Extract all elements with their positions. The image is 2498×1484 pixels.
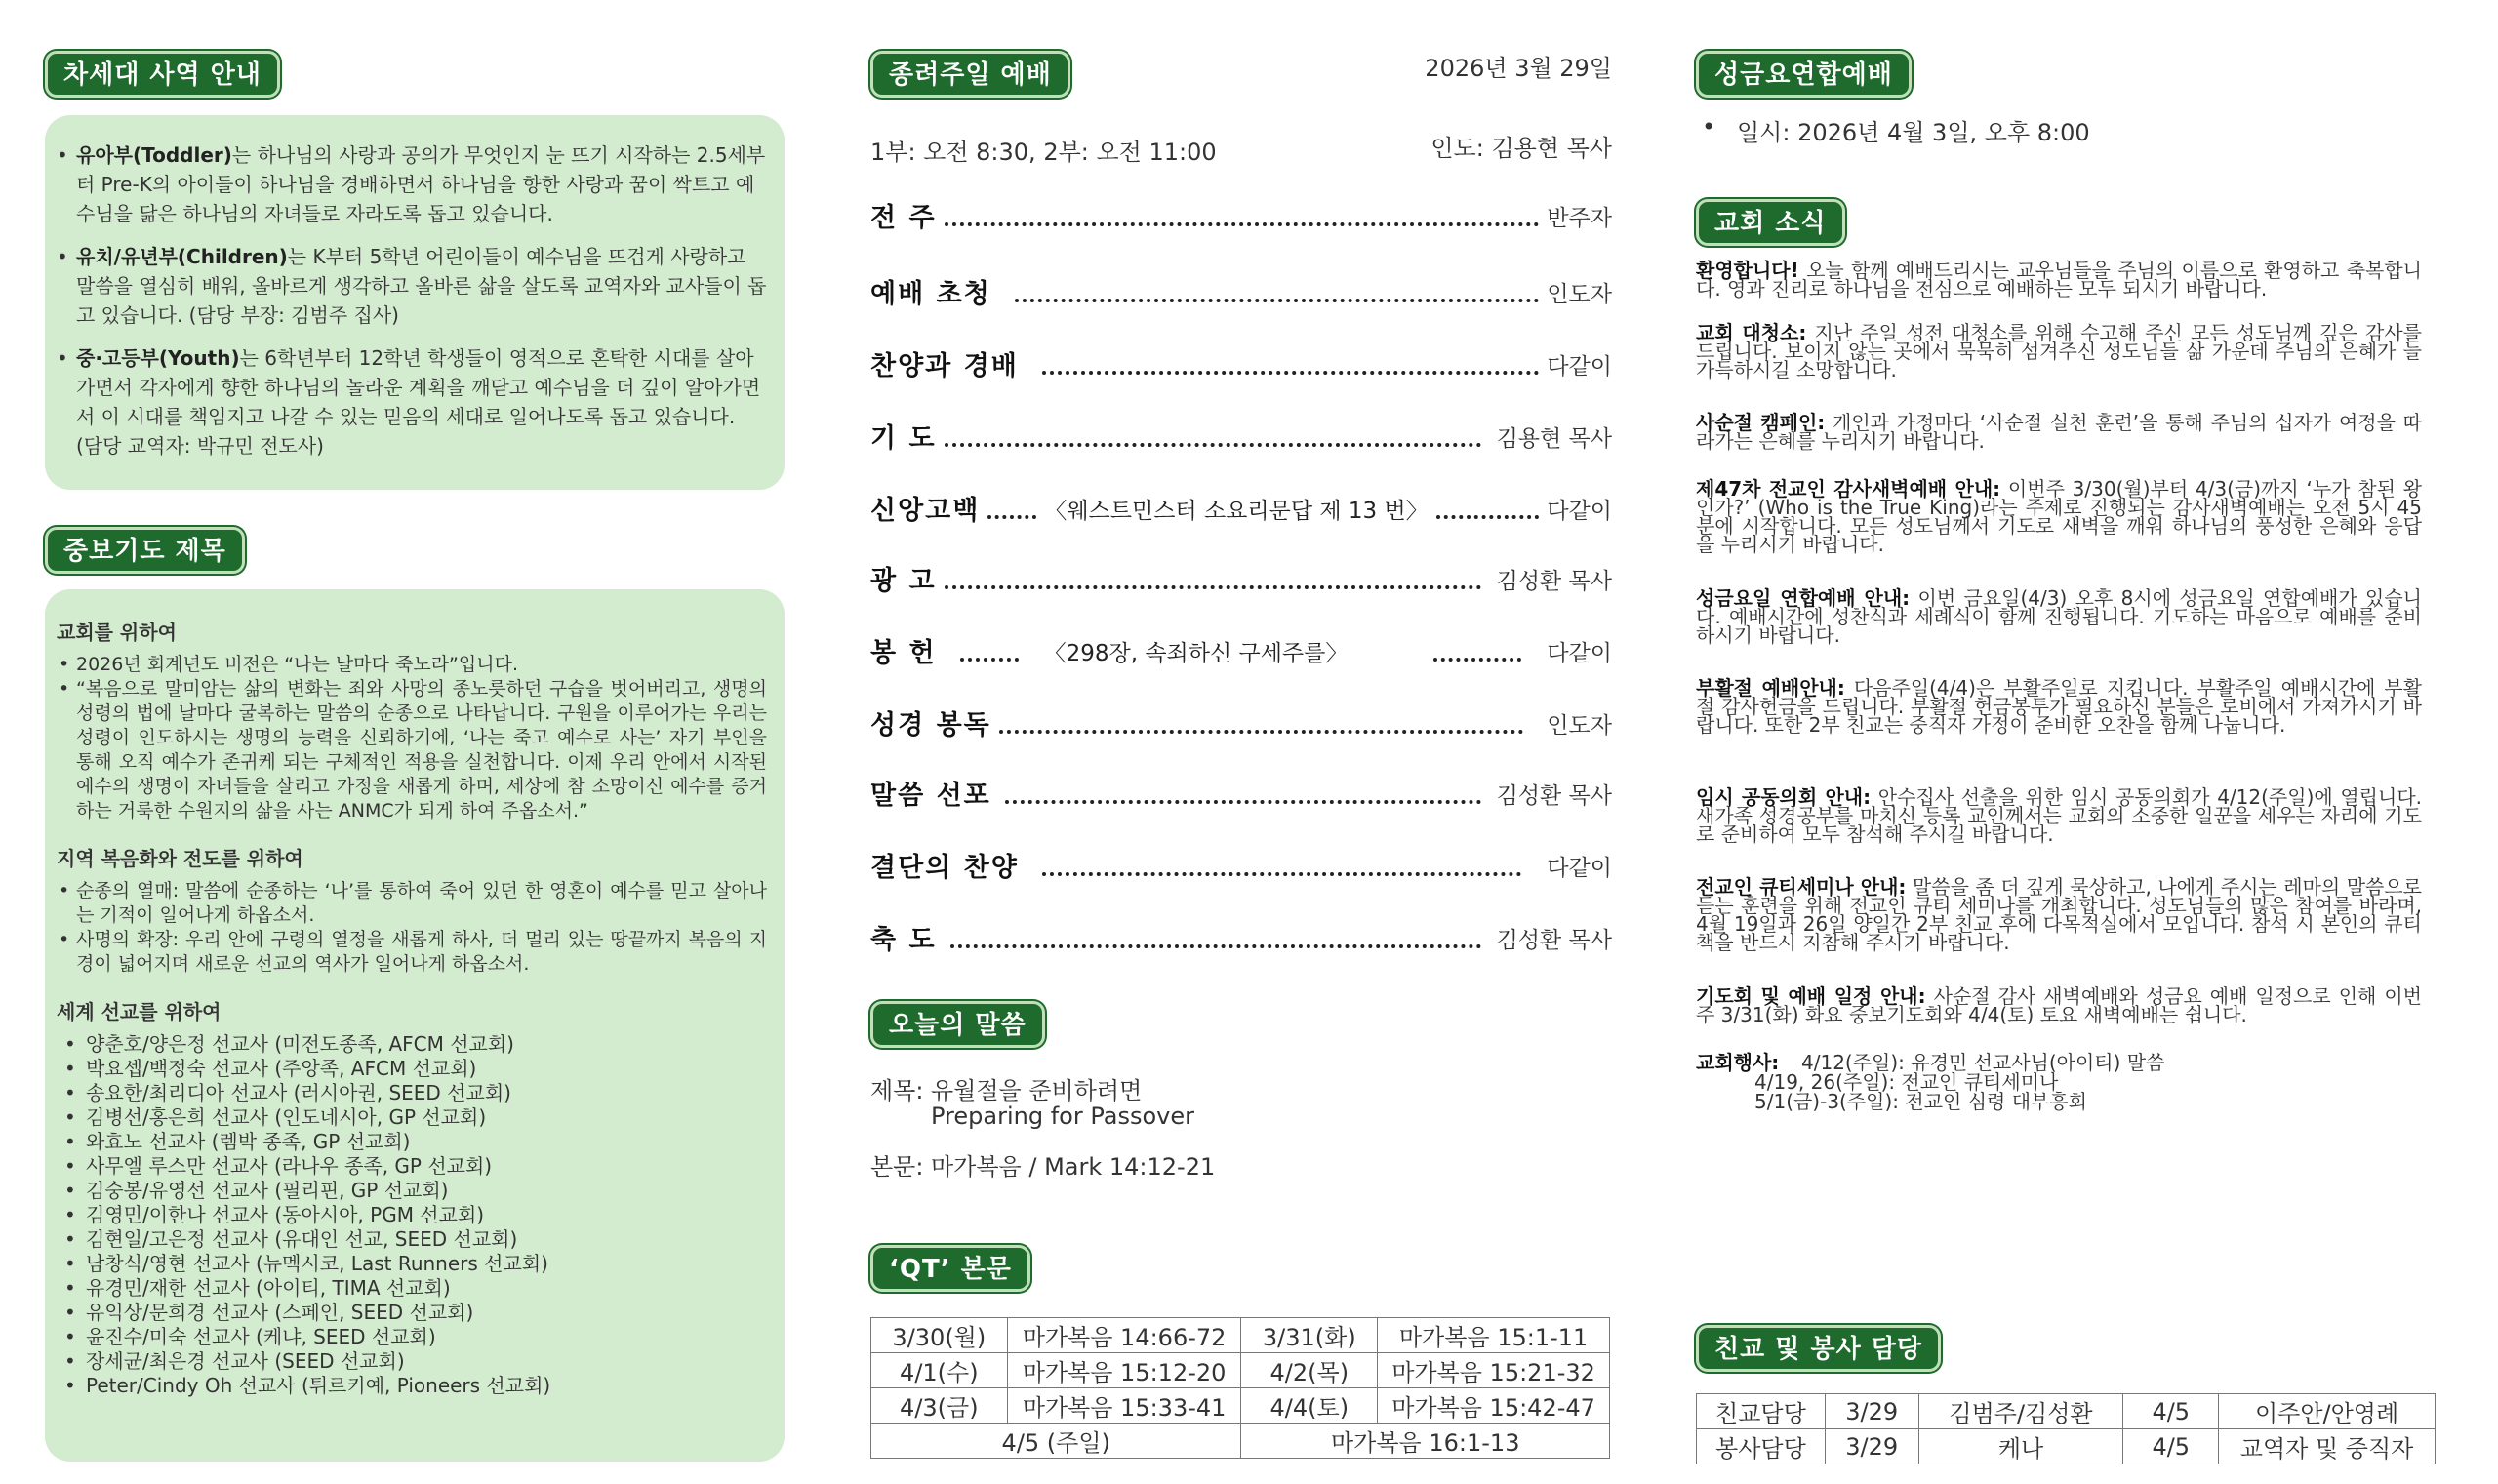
table-row: 4/1(수) 마가복음 15:12-20 4/2(목) 마가복음 15:21-32 (871, 1353, 1610, 1388)
prayer-box (45, 589, 785, 1462)
order-row (870, 702, 1612, 742)
order-dots (960, 658, 1019, 662)
joint-service-bullet: • (1702, 113, 1716, 140)
worship-header: 종려주일 예배 (870, 51, 1070, 98)
order-name: 결단의 찬양 (870, 853, 1019, 883)
order-name: 광 고 (870, 566, 937, 596)
order-dots (945, 443, 1481, 447)
order-name: 말씀 선포 (870, 781, 991, 811)
worship-times: 1부: 오전 8:30, 2부: 오전 11:00 (870, 139, 1217, 166)
news-item: 제47차 전교인 감사새벽예배 안내: 이번주 3/30(월)부터 4/3(금)까지 ‘누가 참된 왕인가?’ (Who is the True King)라는 주제로 진행되는 감사새벽예배는 오전 5시 45분에 시작합니다. 모든 성도님께서 기도로 새벽을 깨워 하나님의 풍성한 은혜와 응답을 누리시기 바랍니다. (1696, 477, 2422, 556)
order-dots (1042, 371, 1540, 375)
ministry-item: • 유치/유년부(Children)는 K부터 5학년 어린이들이 예수님을 뜨겁게 사랑하고 말씀을 열심히 배워, 올바르게 생각하고 올바른 삶을 살도록 교역자와 교사들이 돕고 있습니다. (담당 부장: 김범주 집사) (57, 242, 767, 330)
joint-service-header: 성금요연합예배 (1696, 51, 1912, 98)
order-who: 다같이 (1547, 641, 1612, 666)
missionary-item: • 김현일/고은정 선교사 (유대인 선교, SEED 선교회) (57, 1227, 767, 1252)
missionary-list (57, 1032, 767, 1398)
order-row (870, 343, 1612, 382)
missionary-item: • 박요셉/백정숙 선교사 (주앙족, AFCM 선교회) (57, 1057, 767, 1081)
ministry-list (57, 140, 767, 461)
order-detail: 〈298장, 속죄하신 구세주를〉 (1043, 641, 1349, 666)
missionary-item: • 유익상/문희경 선교사 (스페인, SEED 선교회) (57, 1301, 767, 1325)
sermon-title-en: Preparing for Passover (931, 1103, 1194, 1130)
table-row: 친교담당 3/29 김범주/김성환 4/5 이주안/안영례 (1697, 1394, 2436, 1429)
order-name: 찬양과 경배 (870, 351, 1019, 381)
missionary-item: • 유경민/재한 선교사 (아이티, TIMA 선교회) (57, 1276, 767, 1301)
duty-header: 친교 및 봉사 담당 (1696, 1325, 1941, 1372)
news-item: 환영합니다! 오늘 함께 예배드리시는 교우님들을 주님의 이름으로 환영하고 축복합니다. 영과 진리로 하나님을 전심으로 예배하는 모두 되시기 바랍니다. (1696, 259, 2422, 301)
ministry-header: 차세대 사역 안내 (45, 51, 280, 98)
order-dots (987, 515, 1036, 519)
missionary-item: • 송요한/최리디아 선교사 (러시아권, SEED 선교회) (57, 1081, 767, 1105)
missionary-item: • 김영민/이한나 선교사 (동아시아, PGM 선교회) (57, 1203, 767, 1227)
order-name: 성경 봉독 (870, 710, 991, 741)
order-row (870, 845, 1612, 884)
order-name: 기 도 (870, 423, 937, 454)
order-dots (945, 585, 1481, 589)
order-who: 김성환 목사 (1496, 783, 1612, 809)
order-who: 다같이 (1547, 354, 1612, 380)
order-name: 신앙고백 (870, 496, 981, 526)
missionary-item: • 장세균/최은경 선교사 (SEED 선교회) (57, 1349, 767, 1374)
order-who: 인도자 (1547, 713, 1612, 739)
table-row: 4/5 (주일) 마가복음 16:1-13 (871, 1424, 1610, 1459)
missionary-item: • 와효노 선교사 (렘박 종족, GP 선교회) (57, 1130, 767, 1154)
order-name: 전 주 (870, 203, 937, 233)
order-row (870, 630, 1612, 669)
news-header: 교회 소식 (1696, 199, 1845, 246)
order-row (870, 773, 1612, 812)
sermon-text-label: 본문: (870, 1153, 924, 1181)
order-row (870, 558, 1612, 597)
prayer-item: • 2026년 회계년도 비전은 “나는 날마다 죽노라”입니다. (57, 653, 767, 677)
ministry-item: • 중·고등부(Youth)는 6학년부터 12학년 학생들이 영적으로 혼탁한 시대를 살아가면서 각자에게 향한 하나님의 놀라운 계획을 깨닫고 예수님을 더 깊이 알아가면서 이 시대를 책임지고 나갈 수 있는 믿음의 세대로 일어나도록 돕고 있습니다. (담당 교역자: 박규민 전도사) (57, 343, 767, 461)
order-dots (945, 222, 1540, 226)
missionary-item: • Peter/Cindy Oh 선교사 (튀르키예, Pioneers 선교회) (57, 1374, 767, 1398)
events-label: 교회행사: (1696, 1051, 1780, 1074)
word-header: 오늘의 말씀 (870, 1001, 1045, 1048)
news-item: 부활절 예배안내: 다음주일(4/4)은 부활주일로 지킵니다. 부활주일 예배시간에 부활절 감사헌금을 드립니다. 부활절 헌금봉투가 필요하신 분들은 로비에서 가져가시기 바랍니다. 또한 2부 친교는 중직자 가정이 준비한 오찬을 함께 나눕니다. (1696, 676, 2422, 737)
order-dots (1436, 515, 1540, 519)
order-dots (950, 944, 1481, 948)
news-item: 사순절 캠페인: 개인과 가정마다 ‘사순절 실천 훈련’을 통해 주님의 십자가 여정을 따라가는 은혜를 누리시기 바랍니다. (1696, 411, 2422, 453)
table-row: 4/3(금) 마가복음 15:33-41 4/4(토) 마가복음 15:42-47 (871, 1388, 1610, 1424)
order-dots (1005, 800, 1481, 804)
prayer-item: • 사명의 확장: 우리 안에 구령의 열정을 새롭게 하사, 더 멀리 있는 땅끝까지 복음의 지경이 넓어지며 새로운 선교의 역사가 일어나게 하옵소서. (57, 928, 767, 977)
order-name: 예배 초청 (870, 279, 991, 309)
order-who: 다같이 (1547, 856, 1612, 881)
news-item: 성금요일 연합예배 안내: 이번 금요일(4/3) 오후 8시에 성금요일 연합예배가 있습니다. 예배시간에 성찬식과 세례식이 함께 진행됩니다. 기도하는 마음으로 예배를 준비하시기 바랍니다. (1696, 586, 2422, 647)
prayer-local-list (57, 879, 767, 977)
order-row (870, 488, 1612, 527)
sermon-title-label: 제목: (870, 1077, 924, 1104)
order-name: 봉 헌 (870, 638, 937, 668)
event-item: 5/1(금)-3(주일): 전교인 심령 대부흥회 (1754, 1090, 2087, 1113)
missionary-item: • 김숭봉/유영선 선교사 (필리핀, GP 선교회) (57, 1179, 767, 1203)
order-dots (1433, 658, 1521, 662)
order-who: 인도자 (1547, 282, 1612, 307)
event-item: 4/12(주일): 유경민 선교사님(아이티) 말씀 (1801, 1051, 2165, 1074)
news-item: 전교인 큐티세미나 안내: 말씀을 좀 더 깊게 묵상하고, 나에게 주시는 레마의 말씀으로 듣는 훈련을 위해 전교인 큐티 세미나를 개최합니다. 성도님들의 많은 참여를 바라며, 4월 19일과 26일 양일간 2부 친교 후에 다목적실에서 모입니다. 참석 시 본인의 큐티책을 반드시 지참해 주시기 바랍니다. (1696, 875, 2422, 954)
prayer-header: 중보기도 제목 (45, 527, 245, 574)
ministry-item: • 유아부(Toddler)는 하나님의 사랑과 공의가 무엇인지 눈 뜨기 시작하는 2.5세부터 Pre-K의 아이들이 하나님을 경배하면서 하나님을 향한 사랑과 꿈이 싹트고 예수님을 닮은 하나님의 자녀들로 자라도록 돕고 있습니다. (57, 140, 767, 228)
order-dots (999, 730, 1524, 734)
prayer-church-list (57, 653, 767, 823)
event-item: 4/19, 26(주일): 전교인 큐티세미나 (1754, 1070, 2059, 1094)
order-dots (1042, 872, 1522, 876)
missionary-item: • 남창식/영현 선교사 (뉴멕시코, Last Runners 선교회) (57, 1252, 767, 1276)
table-row: 3/30(월) 마가복음 14:66-72 3/31(화) 마가복음 15:1-11 (871, 1318, 1610, 1353)
missionary-item: • 사무엘 루스만 선교사 (라나우 종족, GP 선교회) (57, 1154, 767, 1179)
missionary-item: • 김병선/홍은희 선교사 (인도네시아, GP 선교회) (57, 1105, 767, 1130)
duty-table (1696, 1393, 2436, 1464)
missionary-item: • 윤진수/미숙 선교사 (케냐, SEED 선교회) (57, 1325, 767, 1349)
order-detail: 〈웨스트민스터 소요리문답 제 13 번〉 (1044, 499, 1429, 524)
order-who: 김성환 목사 (1496, 928, 1612, 953)
order-dots (1015, 299, 1540, 302)
prayer-church-heading: 교회를 위하여 (57, 621, 177, 644)
worship-leader: 인도: 김용현 목사 (1430, 135, 1612, 162)
joint-service-date: 일시: 2026년 4월 3일, 오후 8:00 (1737, 119, 2090, 146)
order-who: 김성환 목사 (1496, 569, 1612, 594)
order-who: 김용현 목사 (1496, 426, 1612, 452)
news-item: 임시 공동의회 안내: 안수집사 선출을 위한 임시 공동의회가 4/12(주일)에 열립니다. 새가족 성경공부를 마치신 등록 교인께서는 교회의 소중한 일꾼을 세우는 자리에 기도로 준비하여 모두 참석해 주시길 바랍니다. (1696, 785, 2422, 846)
prayer-item: • 순종의 열매: 말씀에 순종하는 ‘나’를 통하여 죽어 있던 한 영혼이 예수를 믿고 살아나는 기적이 일어나게 하옵소서. (57, 879, 767, 928)
prayer-world-heading: 세계 선교를 위하여 (57, 1000, 222, 1023)
table-row: 봉사담당 3/29 케나 4/5 교역자 및 중직자 (1697, 1429, 2436, 1464)
order-who: 반주자 (1547, 206, 1612, 231)
order-row (870, 271, 1612, 310)
order-row (870, 917, 1612, 956)
news-item: 기도회 및 예배 일정 안내: 사순절 감사 새벽예배와 성금요 예배 일정으로 인해 이번 주 3/31(화) 화요 중보기도회와 4/4(토) 토요 새벽예배는 쉽니다. (1696, 984, 2422, 1026)
prayer-item: • “복음으로 말미암는 삶의 변화는 죄와 사망의 종노릇하던 구습을 벗어버리고, 생명의 성령의 법에 날마다 굴복하는 말씀의 순종으로 나타납니다. 구원을 이루어가는 우리는 성령이 인도하시는 생명의 능력을 신뢰하기에, ‘나는 죽고 예수로 사는’ 자기 부인을 통해 오직 예수가 존귀케 되는 구체적인 적용을 실천합니다. 이제 우리 안에서 시작된 예수의 생명이 자녀들을 살리고 가정을 새롭게 하며, 세상에 참 소망이신 예수를 증거하는 거룩한 수원지의 삶을 사는 ANMC가 되게 하여 주옵소서.” (57, 677, 767, 823)
sermon-title: 유월절을 준비하려면 (931, 1077, 1143, 1104)
order-name: 축 도 (870, 925, 937, 955)
sermon-text: 마가복음 / Mark 14:12-21 (931, 1153, 1216, 1181)
news-item: 교회 대청소: 지난 주일 성전 대청소를 위해 수고해 주신 모든 성도님께 깊은 감사를 드립니다. 보이지 않는 곳에서 묵묵히 섬겨주신 성도님들 삶 가운데 주님의 은혜가 늘 가득하시길 소망합니다. (1696, 321, 2422, 381)
qt-table (870, 1317, 1610, 1459)
order-row (870, 195, 1612, 234)
order-row (870, 416, 1612, 455)
worship-date: 2026년 3월 29일 (1425, 55, 1612, 82)
prayer-local-heading: 지역 복음화와 전도를 위하여 (57, 847, 303, 870)
ministry-box (45, 115, 785, 490)
qt-header: ‘QT’ 본문 (870, 1245, 1030, 1292)
missionary-item: • 양춘호/양은정 선교사 (미전도종족, AFCM 선교회) (57, 1032, 767, 1057)
order-who: 다같이 (1547, 499, 1612, 524)
